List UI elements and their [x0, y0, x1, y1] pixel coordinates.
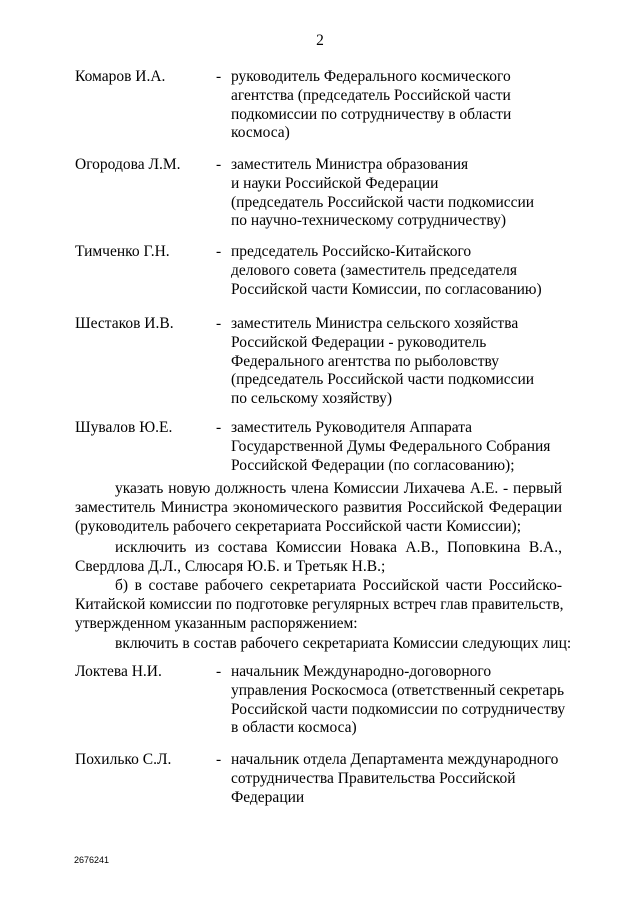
position-line: Федерации [231, 788, 305, 806]
body-paragraph [75, 479, 562, 536]
member-position [231, 156, 571, 231]
page-number: 2 [316, 32, 324, 49]
position-line: (председатель Российской части подкомиссии [231, 193, 535, 211]
position-line: сотрудничества Правительства Российской [231, 769, 516, 787]
position-line: агентства (председатель Российской части [231, 86, 511, 104]
entry-dash: - [216, 663, 222, 680]
paragraph-line: Китайской комиссии по подготовке регулярных встреч глав правительств, [75, 596, 564, 613]
paragraph-line: указать новую должность члена Комиссии Лихачева А.Е. - первый [115, 480, 562, 497]
paragraph-line: включить в состав рабочего секретариата Комиссии следующих лиц: [115, 635, 572, 652]
position-line: Российской части подкомиссии по сотрудничеству [231, 700, 566, 718]
position-line: Российской Федерации - руководитель [231, 333, 487, 351]
member-name: Локтева Н.И. [75, 663, 162, 680]
paragraph-line: б) в составе рабочего секретариата Российской части Российско- [115, 577, 562, 594]
member-name: Похилько С.Л. [75, 751, 172, 768]
body-paragraph [75, 538, 562, 576]
document-number: 2676241 [74, 855, 110, 865]
position-line: руководитель Федерального космического [231, 68, 511, 85]
entry-dash: - [216, 243, 222, 260]
position-line: Федерального агентства по рыболовству [231, 352, 500, 370]
member-position [231, 243, 571, 299]
position-line: заместитель Руководителя Аппарата [231, 419, 473, 436]
position-line: председатель Российско-Китайского [231, 243, 472, 260]
position-line: по сельскому хозяйству) [231, 390, 392, 408]
member-position [231, 315, 571, 409]
paragraph-line: утвержденном указанным распоряжением: [75, 615, 358, 632]
position-line: Российской части Комиссии, по согласованию) [231, 280, 542, 298]
member-name: Комаров И.А. [75, 68, 166, 85]
position-line: по научно-техническому сотрудничеству) [231, 212, 507, 230]
member-name: Огородова Л.М. [75, 156, 181, 173]
member-position [231, 751, 571, 807]
position-line: заместитель Министра образования [231, 156, 469, 173]
position-line: и науки Российской Федерации [231, 174, 439, 192]
position-line: заместитель Министра сельского хозяйства [231, 315, 519, 332]
paragraph-line: (руководитель рабочего секретариата Российской части Комиссии); [75, 518, 522, 535]
position-line: космоса) [231, 124, 290, 142]
entry-dash: - [216, 419, 222, 436]
position-line: подкомиссии по сотрудничеству в области [231, 105, 512, 123]
paragraph-line: исключить из состава Комиссии Новака А.В., Поповкина В.А., [115, 539, 562, 556]
position-line: начальник отдела Департамента международного [231, 751, 559, 768]
member-name: Шестаков И.В. [75, 315, 174, 332]
entry-dash: - [216, 315, 222, 332]
entry-dash: - [216, 156, 222, 173]
body-paragraph [75, 634, 572, 653]
position-line: (председатель Российской части подкомиссии [231, 371, 535, 389]
paragraph-line: Свердлова Д.Л., Слюсаря Ю.Б. и Третьяк Н.В.; [75, 558, 386, 575]
position-line: в области космоса) [231, 719, 357, 737]
entry-dash: - [216, 68, 222, 85]
member-name: Шувалов Ю.Е. [75, 419, 173, 436]
position-line: управления Роскосмоса (ответственный секретарь [231, 681, 565, 699]
position-line: начальник Международно-договорного [231, 663, 492, 680]
member-position [231, 419, 571, 475]
entry-dash: - [216, 751, 222, 768]
position-line: Государственной Думы Федерального Собрания [231, 437, 551, 455]
position-line: делового совета (заместитель председателя [231, 261, 518, 279]
body-paragraph [75, 576, 562, 633]
paragraph-line: заместитель Министра экономического развития Российской Федерации [75, 499, 562, 516]
member-name: Тимченко Г.Н. [75, 243, 170, 260]
member-position [231, 68, 571, 143]
member-position [231, 663, 571, 738]
position-line: Российской Федерации (по согласованию); [231, 456, 515, 474]
